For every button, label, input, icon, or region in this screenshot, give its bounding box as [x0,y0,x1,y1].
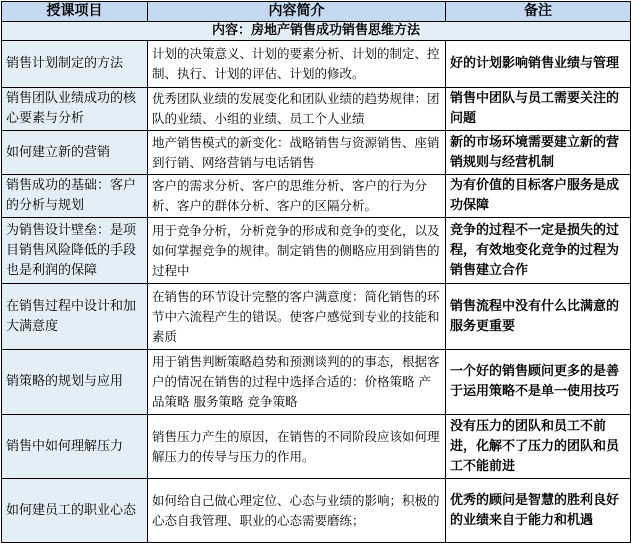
row-content: 在销售的环节设计完整的客户满意度：简化销售的环节中六流程产生的错误。使客户感觉到专业的技能和素质 [148,284,446,350]
row-content: 计划的决策意义、计划的要素分析、计划的制定、控制、执行、计划的评估、计划的修改。 [148,41,446,88]
table-row [2,131,631,175]
row-project: 如何建立新的营销 [2,131,148,175]
row-content: 销售压力产生的原因，在销售的不同阶段应该如何理解压力的传导与压力的作用。 [148,415,446,479]
table-row [2,415,631,479]
row-project: 如何建员工的职业心态 [2,479,148,543]
row-content: 地产销售模式的新变化：战略销售与资源销售、座销到行销、网络营销与电话销售 [148,131,446,175]
table-row [2,350,631,415]
section-row [2,22,631,41]
row-note: 优秀的顾问是智慧的胜利良好的业绩来自于能力和机遇 [446,479,631,543]
row-project: 销售中如何理解压力 [2,415,148,479]
table-row [2,41,631,88]
row-note: 销售中团队与员工需要关注的问题 [446,88,631,131]
header-content: 内容简介 [148,2,446,22]
row-project: 销策略的规划与应用 [2,350,148,415]
row-project: 在销售过程中设计和加大满意度 [2,284,148,350]
course-table [1,1,631,543]
row-note: 新的市场环境需要建立新的营销规则与经营机制 [446,131,631,175]
table-row [2,479,631,543]
header-note: 备注 [446,2,631,22]
row-project: 为销售设计壁垒：是项目销售风险降低的手段也是利润的保障 [2,218,148,284]
row-project: 销售成功的基础：客户的分析与规划 [2,175,148,218]
row-note: 好的计划影响销售业绩与管理 [446,41,631,88]
row-content: 客户的需求分析、客户的思维分析、客户的行为分析、客户的群体分析、客户的区隔分析。 [148,175,446,218]
table-row [2,218,631,284]
section-title: 内容：房地产销售成功销售思维方法 [2,22,631,41]
table-header-row [2,2,631,22]
row-note: 竞争的过程不一定是损失的过程，有效地变化竞争的过程为销售建立合作 [446,218,631,284]
row-note: 为有价值的目标客户服务是成功保障 [446,175,631,218]
table-row [2,175,631,218]
row-note: 一个好的销售顾问更多的是善于运用策略不是单一使用技巧 [446,350,631,415]
row-note: 没有压力的团队和员工不前进，化解不了压力的团队和员工不能前进 [446,415,631,479]
row-project: 销售团队业绩成功的核心要素与分析 [2,88,148,131]
table-row [2,88,631,131]
row-content: 用于竞争分析，分析竞争的形成和竞争的变化，以及如何掌握竞争的规律。制定销售的侧略应用到销售的过程中 [148,218,446,284]
row-content: 用于销售判断策略趋势和预测谈判的的事态，根据客户的情况在销售的过程中选择合适的：价格策略 产品策略 服务策略 竞争策略 [148,350,446,415]
header-project: 授课项目 [2,2,148,22]
row-content: 优秀团队业绩的发展变化和团队业绩的趋势规律：团队的业绩、小组的业绩、员工个人业绩 [148,88,446,131]
row-note: 销售流程中没有什么比满意的服务更重要 [446,284,631,350]
row-content: 如何给自己做心理定位、心态与业绩的影响；积极的心态自我管理、职业的心态需要磨练； [148,479,446,543]
table-row [2,284,631,350]
row-project: 销售计划制定的方法 [2,41,148,88]
